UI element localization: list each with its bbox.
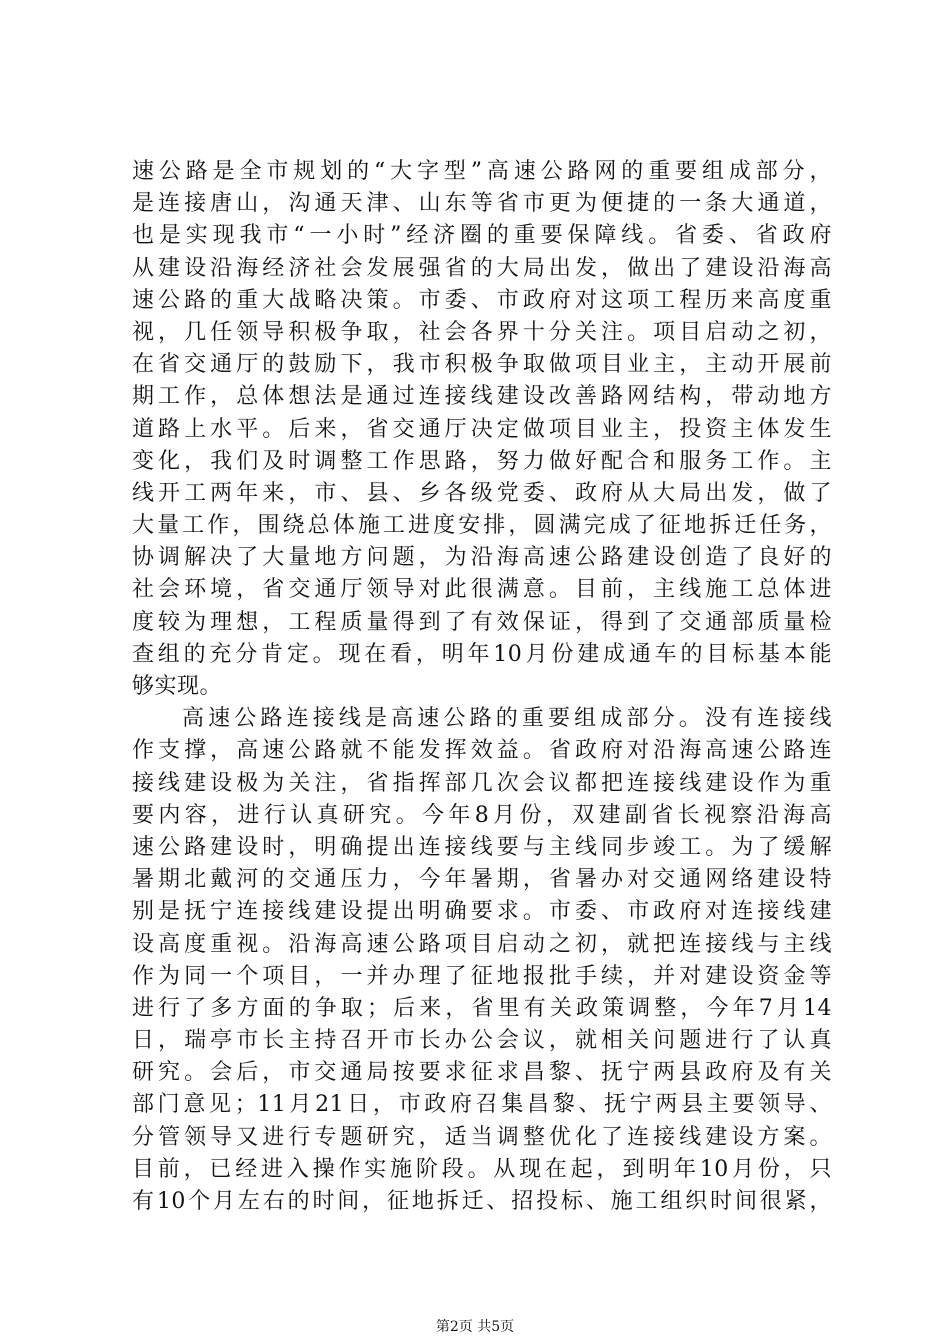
text-line: 协调解决了大量地方问题，为沿海高速公路建设创造了良好的 [132, 545, 832, 571]
text-line: 部门意见；11月21日，市政府召集昌黎、抚宁两县主要领导、 [132, 1092, 832, 1118]
text-line: 进行了多方面的争取；后来，省里有关政策调整，今年7月14 [132, 995, 832, 1021]
text-line: 度较为理想，工程质量得到了有效保证，得到了交通部质量检 [132, 609, 832, 635]
text-line: 视，几任领导积极争取，社会各界十分关注。项目启动之初， [132, 319, 832, 345]
text-line: 日，瑞亭市长主持召开市长办公会议，就相关问题进行了认真 [132, 1028, 832, 1054]
text-line: 社会环境，省交通厅领导对此很满意。目前，主线施工总体进 [132, 577, 832, 603]
text-line: 目前，已经进入操作实施阶段。从现在起，到明年10月份，只 [132, 1156, 832, 1182]
text-line: 要内容，进行认真研究。今年8月份，双建副省长视察沿海高 [132, 802, 832, 828]
text-line: 变化，我们及时调整工作思路，努力做好配合和服务工作。主 [132, 448, 832, 474]
text-line: 大量工作，围绕总体施工进度安排，圆满完成了征地拆迁任务， [132, 513, 832, 539]
text-line: 线开工两年来，市、县、乡各级党委、政府从大局出发，做了 [132, 480, 832, 506]
text-line: 暑期北戴河的交通压力，今年暑期，省暑办对交通网络建设特 [132, 867, 832, 893]
text-line: 速公路是全市规划的“大字型”高速公路网的重要组成部分， [132, 159, 832, 184]
text-line: 作为同一个项目，一并办理了征地报批手续，并对建设资金等 [132, 963, 832, 989]
text-line: 设高度重视。沿海高速公路项目启动之初，就把连接线与主线 [132, 931, 832, 957]
text-line: 速公路建设时，明确提出连接线要与主线同步竣工。为了缓解 [132, 834, 832, 860]
text-line: 速公路的重大战略决策。市委、市政府对这项工程历来高度重 [132, 287, 832, 313]
text-line: 够实现。 [132, 674, 223, 699]
text-line: 也是实现我市“一小时”经济圈的重要保障线。省委、省政府 [132, 223, 832, 249]
text-line: 研究。会后，市交通局按要求征求昌黎、抚宁两县政府及有关 [132, 1060, 832, 1086]
text-line: 在省交通厅的鼓励下，我市积极争取做项目业主，主动开展前 [132, 352, 832, 378]
text-line: 从建设沿海经济社会发展强省的大局出发，做出了建设沿海高 [132, 255, 832, 281]
text-line: 分管领导又进行专题研究，适当调整优化了连接线建设方案。 [132, 1124, 832, 1150]
text-line: 有10个月左右的时间，征地拆迁、招投标、施工组织时间很紧， [132, 1189, 832, 1214]
text-line: 道路上水平。后来，省交通厅决定做项目业主，投资主体发生 [132, 416, 832, 442]
text-line: 高速公路连接线是高速公路的重要组成部分。没有连接线 [182, 706, 832, 732]
text-line: 查组的充分肯定。现在看，明年10月份建成通车的目标基本能 [132, 641, 832, 667]
text-line: 接线建设极为关注，省指挥部几次会议都把连接线建设作为重 [132, 770, 832, 796]
text-line: 别是抚宁连接线建设提出明确要求。市委、市政府对连接线建 [132, 899, 832, 925]
text-line: 期工作，总体想法是通过连接线建设改善路网结构，带动地方 [132, 384, 832, 410]
page-footer: 第2页 共5页 [435, 1319, 515, 1335]
body-text [132, 156, 832, 1218]
text-line: 作支撑，高速公路就不能发挥效益。省政府对沿海高速公路连 [132, 738, 832, 764]
text-line: 是连接唐山，沟通天津、山东等省市更为便捷的一条大通道， [132, 191, 832, 217]
